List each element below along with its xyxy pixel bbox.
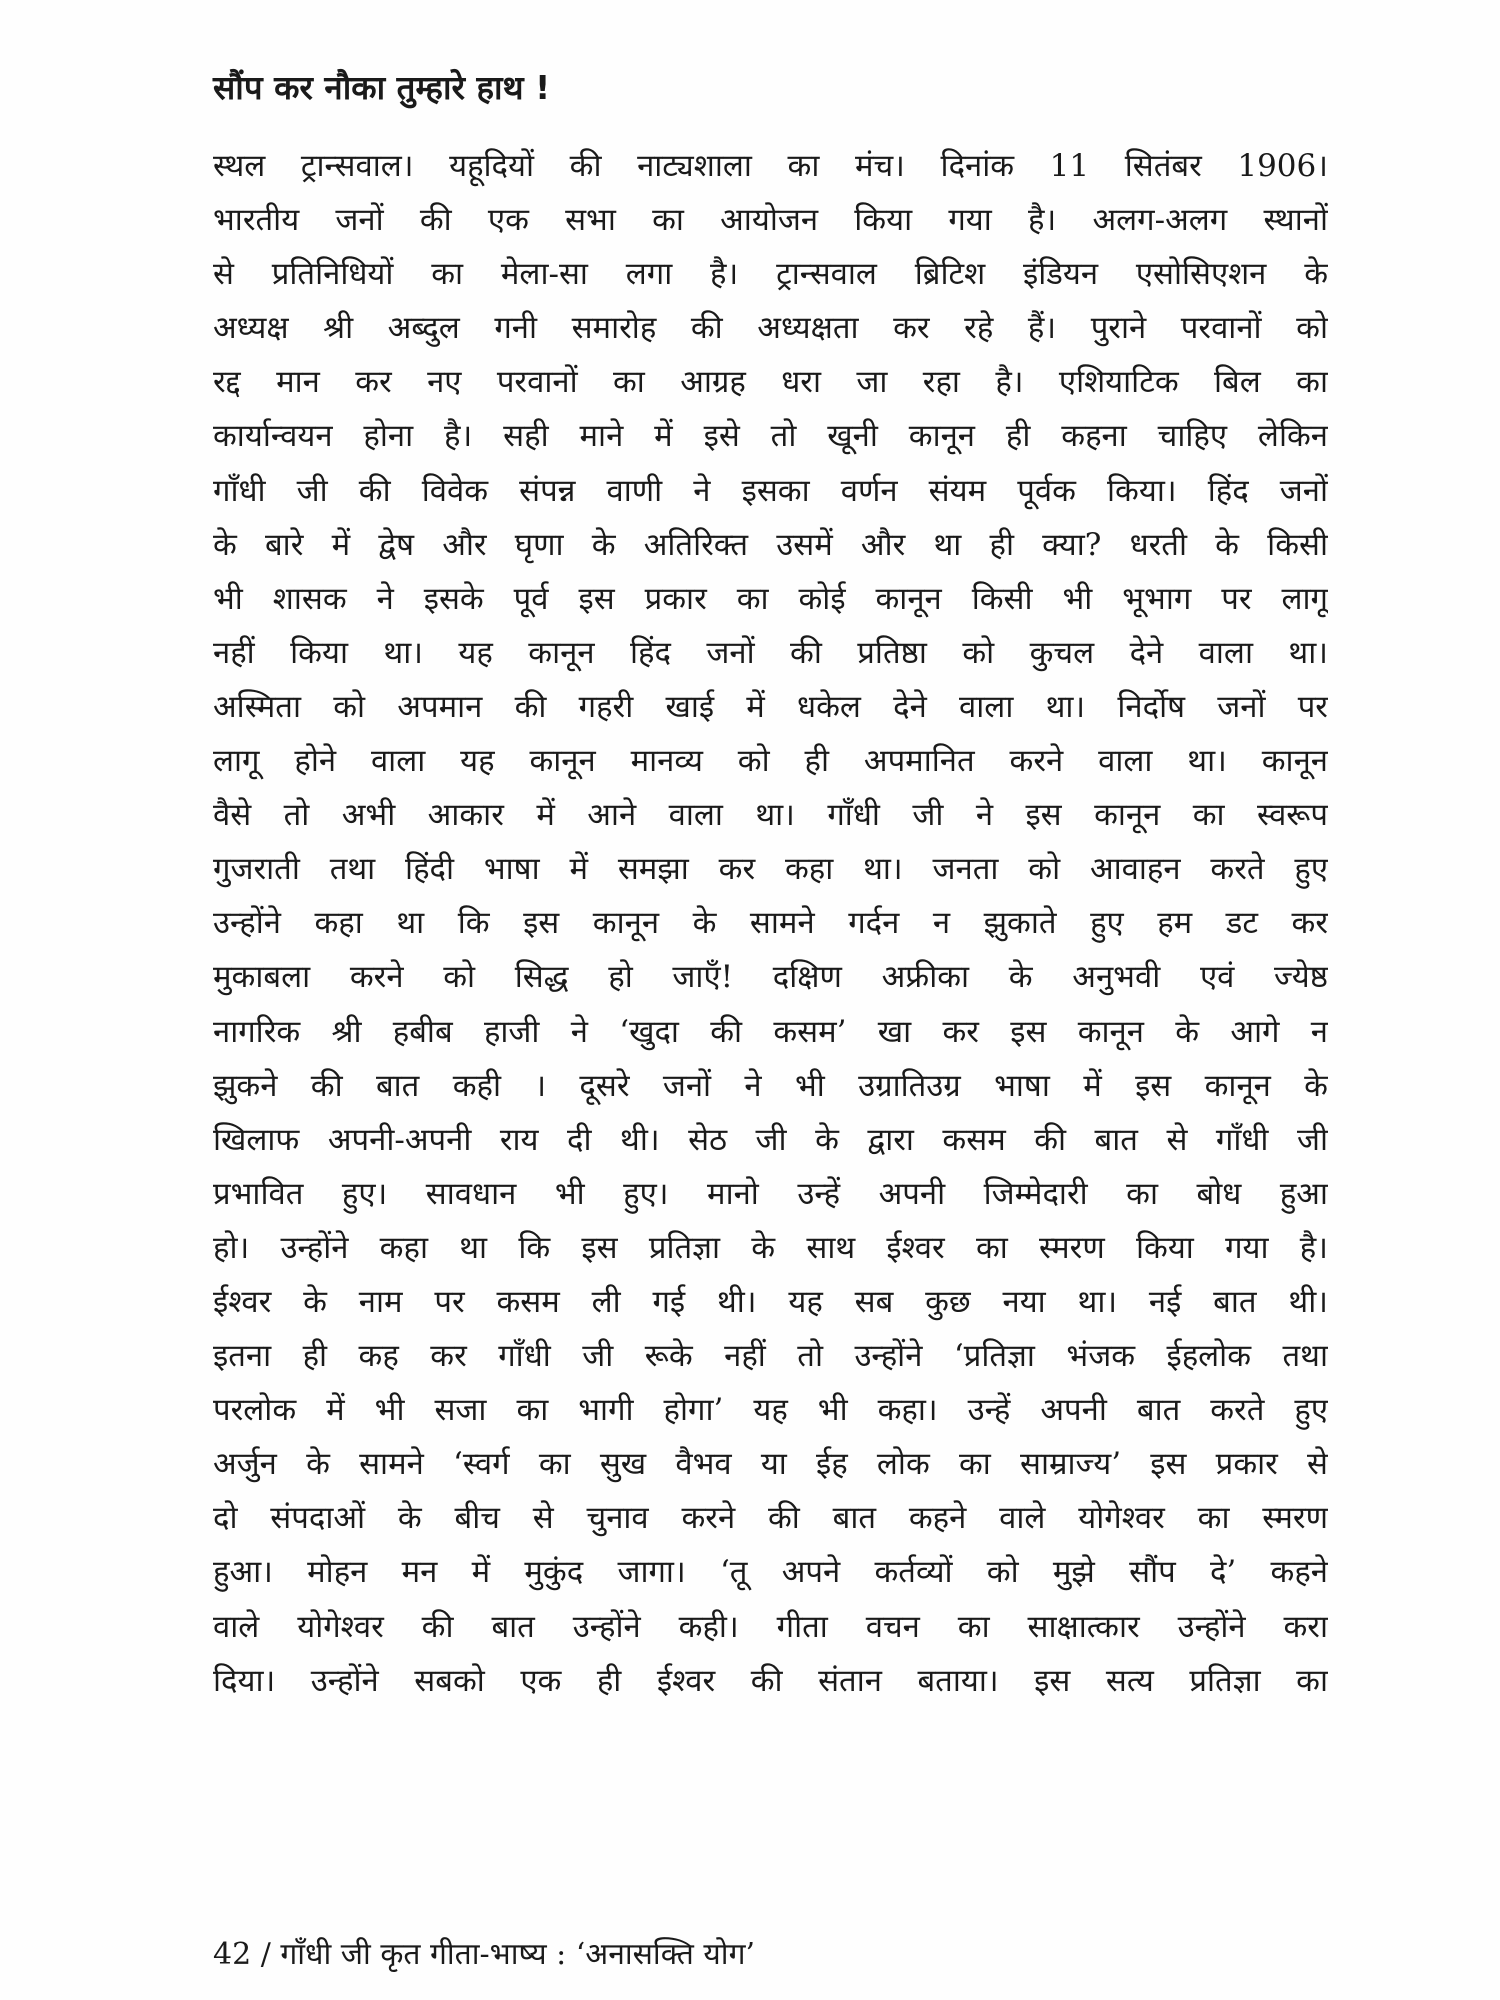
body-text [213, 139, 1328, 1708]
body-line: नहीं किया था। यह कानून हिंद जनों की प्रतिष्ठा को कुचल देने वाला था। [213, 634, 1328, 671]
body-line: से प्रतिनिधियों का मेला-सा लगा है। ट्रान्सवाल ब्रिटिश इंडियन एसोसिएशन के [213, 256, 1328, 293]
body-line: मुकाबला करने को सिद्ध हो जाएँ! दक्षिण अफ्रीका के अनुभवी एवं ज्येष्ठ [213, 959, 1328, 996]
body-line: प्रभावित हुए। सावधान भी हुए। मानो उन्हें अपनी जिम्मेदारी का बोध हुआ [213, 1175, 1328, 1212]
body-line: गाँधी जी की विवेक संपन्न वाणी ने इसका वर्णन संयम पूर्वक किया। हिंद जनों [213, 472, 1328, 509]
body-line: खिलाफ अपनी-अपनी राय दी थी। सेठ जी के द्वारा कसम की बात से गाँधी जी [213, 1121, 1328, 1158]
body-line: स्थल ट्रान्सवाल। यहूदियों की नाट्यशाला का मंच। दिनांक 11 सितंबर 1906। [213, 148, 1328, 184]
body-line: कार्यान्वयन होना है। सही माने में इसे तो खूनी कानून ही कहना चाहिए लेकिन [213, 418, 1328, 455]
body-line: नागरिक श्री हबीब हाजी ने ‘खुदा की कसम’ खा कर इस कानून के आगे न [213, 1013, 1328, 1050]
body-line: अस्मिता को अपमान की गहरी खाई में धकेल देने वाला था। निर्दोष जनों पर [213, 688, 1328, 725]
body-line: हुआ। मोहन मन में मुकुंद जागा। ‘तू अपने कर्तव्यों को मुझे सौंप दे’ कहने [213, 1554, 1328, 1591]
body-line: वैसे तो अभी आकार में आने वाला था। गाँधी जी ने इस कानून का स्वरूप [213, 797, 1328, 834]
body-line: उन्होंने कहा था कि इस कानून के सामने गर्दन न झुकाते हुए हम डट कर [213, 905, 1328, 942]
body-line: इतना ही कह कर गाँधी जी रूके नहीं तो उन्होंने ‘प्रतिज्ञा भंजक ईहलोक तथा [213, 1338, 1328, 1375]
body-line: परलोक में भी सजा का भागी होगा’ यह भी कहा। उन्हें अपनी बात करते हुए [213, 1392, 1328, 1429]
body-line: हो। उन्होंने कहा था कि इस प्रतिज्ञा के साथ ईश्वर का स्मरण किया गया है। [213, 1229, 1328, 1266]
body-line: भारतीय जनों की एक सभा का आयोजन किया गया है। अलग-अलग स्थानों [213, 202, 1328, 239]
body-line: रद्द मान कर नए परवानों का आग्रह धरा जा रहा है। एशियाटिक बिल का [213, 364, 1328, 401]
body-line: भी शासक ने इसके पूर्व इस प्रकार का कोई कानून किसी भी भूभाग पर लागू [213, 580, 1328, 617]
body-line: के बारे में द्वेष और घृणा के अतिरिक्त उसमें और था ही क्या? धरती के किसी [213, 526, 1328, 563]
body-line: दो संपदाओं के बीच से चुनाव करने की बात कहने वाले योगेश्वर का स्मरण [213, 1500, 1328, 1537]
body-line: लागू होने वाला यह कानून मानव्य को ही अपमानित करने वाला था। कानून [213, 743, 1328, 780]
body-line: अध्यक्ष श्री अब्दुल गनी समारोह की अध्यक्षता कर रहे हैं। पुराने परवानों को [213, 310, 1328, 347]
section-heading: सौंप कर नौका तुम्हारे हाथ ! [213, 68, 551, 107]
body-line: वाले योगेश्वर की बात उन्होंने कही। गीता वचन का साक्षात्कार उन्होंने करा [213, 1608, 1328, 1645]
body-line: झुकने की बात कही । दूसरे जनों ने भी उग्रातिउग्र भाषा में इस कानून के [213, 1067, 1328, 1104]
body-line: अर्जुन के सामने ‘स्वर्ग का सुख वैभव या ईह लोक का साम्राज्य’ इस प्रकार से [213, 1446, 1328, 1483]
body-line: गुजराती तथा हिंदी भाषा में समझा कर कहा था। जनता को आवाहन करते हुए [213, 851, 1328, 888]
page-footer: 42 / गाँधी जी कृत गीता-भाष्य : ‘अनासक्ति योग’ [213, 1937, 756, 1972]
body-line: दिया। उन्होंने सबको एक ही ईश्वर की संतान बताया। इस सत्य प्रतिज्ञा का [213, 1662, 1328, 1699]
body-line: ईश्वर के नाम पर कसम ली गई थी। यह सब कुछ नया था। नई बात थी। [213, 1283, 1328, 1320]
